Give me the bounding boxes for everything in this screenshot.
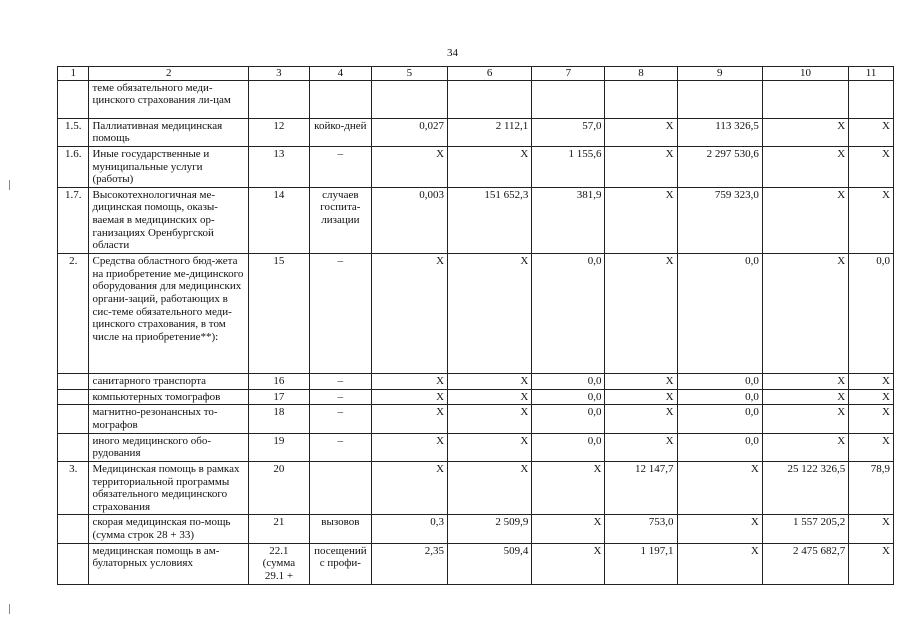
- cell-value: [532, 80, 605, 118]
- cell-value: X: [677, 461, 762, 515]
- column-number: 4: [309, 67, 371, 81]
- cell-value: X: [762, 118, 848, 146]
- cell-value: X: [532, 543, 605, 584]
- line-code: 15: [248, 254, 309, 374]
- cell-value: 151 652,3: [448, 187, 532, 253]
- table-row: [58, 80, 894, 118]
- cell-value: 2 509,9: [448, 515, 532, 543]
- line-code: 19: [248, 433, 309, 461]
- column-number: 3: [248, 67, 309, 81]
- line-code: 17: [248, 389, 309, 405]
- cell-value: 1 557 205,2: [762, 515, 848, 543]
- cell-value: 509,4: [448, 543, 532, 584]
- table-row: [58, 254, 894, 374]
- cell-value: X: [605, 187, 677, 253]
- cell-value: X: [849, 187, 894, 253]
- cell-value: 0,0: [849, 254, 894, 374]
- column-number: 11: [849, 67, 894, 81]
- cell-value: 2 112,1: [448, 118, 532, 146]
- row-number: 3.: [58, 461, 89, 515]
- cell-value: X: [849, 118, 894, 146]
- cell-value: 0,0: [532, 389, 605, 405]
- cell-value: X: [371, 433, 447, 461]
- table-row: [58, 515, 894, 543]
- cell-value: 12 147,7: [605, 461, 677, 515]
- column-number: 8: [605, 67, 677, 81]
- cell-value: X: [605, 254, 677, 374]
- cell-value: X: [371, 374, 447, 390]
- table-row: [58, 389, 894, 405]
- row-label: скорая медицинская по-мощь (сумма строк 28 + 33): [89, 515, 248, 543]
- cell-value: X: [605, 146, 677, 187]
- cell-value: 0,0: [677, 254, 762, 374]
- cell-value: 759 323,0: [677, 187, 762, 253]
- row-label: иного медицинского обо-рудования: [89, 433, 248, 461]
- line-code: 14: [248, 187, 309, 253]
- cell-value: 1 155,6: [532, 146, 605, 187]
- cell-value: 57,0: [532, 118, 605, 146]
- cell-value: X: [448, 146, 532, 187]
- cell-value: 381,9: [532, 187, 605, 253]
- table-row: [58, 405, 894, 433]
- cell-value: 0,003: [371, 187, 447, 253]
- unit: –: [309, 405, 371, 433]
- row-number: [58, 433, 89, 461]
- row-label: санитарного транспорта: [89, 374, 248, 390]
- cell-value: X: [849, 146, 894, 187]
- cell-value: 2,35: [371, 543, 447, 584]
- row-number: [58, 515, 89, 543]
- line-code: 20: [248, 461, 309, 515]
- column-number-row: [58, 67, 894, 81]
- cell-value: X: [849, 515, 894, 543]
- unit: –: [309, 433, 371, 461]
- line-code: 18: [248, 405, 309, 433]
- line-code: [248, 80, 309, 118]
- cell-value: X: [371, 254, 447, 374]
- row-label: Средства областного бюд-жета на приобретение ме-дицинского оборудования для медицинских органи-заций, работающих в сис-теме обязательного меди-цинского страхования, в том числе на приобретение**):: [89, 254, 248, 374]
- unit: [309, 461, 371, 515]
- column-number: 9: [677, 67, 762, 81]
- line-code: 12: [248, 118, 309, 146]
- cell-value: 0,0: [532, 405, 605, 433]
- table-row: [58, 374, 894, 390]
- cell-value: X: [448, 405, 532, 433]
- cell-value: [605, 80, 677, 118]
- cell-value: [849, 80, 894, 118]
- unit: посещений с профи-: [309, 543, 371, 584]
- cell-value: X: [371, 389, 447, 405]
- table-row: [58, 461, 894, 515]
- scan-mark: [9, 180, 10, 190]
- line-code: 21: [248, 515, 309, 543]
- column-number: 6: [448, 67, 532, 81]
- unit: вызовов: [309, 515, 371, 543]
- row-number: [58, 405, 89, 433]
- cell-value: X: [605, 405, 677, 433]
- cell-value: X: [849, 433, 894, 461]
- cell-value: X: [532, 461, 605, 515]
- page-number: 34: [447, 47, 458, 59]
- cell-value: X: [762, 405, 848, 433]
- cell-value: X: [605, 118, 677, 146]
- cell-value: 25 122 326,5: [762, 461, 848, 515]
- line-code: 13: [248, 146, 309, 187]
- cell-value: 0,0: [677, 389, 762, 405]
- cell-value: 0,027: [371, 118, 447, 146]
- cell-value: X: [371, 461, 447, 515]
- row-number: 1.5.: [58, 118, 89, 146]
- cell-value: X: [849, 543, 894, 584]
- cell-value: 0,3: [371, 515, 447, 543]
- cell-value: 113 326,5: [677, 118, 762, 146]
- cell-value: [677, 80, 762, 118]
- cell-value: X: [448, 433, 532, 461]
- scan-mark: [9, 604, 10, 614]
- cell-value: [448, 80, 532, 118]
- cell-value: 0,0: [532, 374, 605, 390]
- column-number: 2: [89, 67, 248, 81]
- cell-value: [762, 80, 848, 118]
- row-number: [58, 543, 89, 584]
- unit: –: [309, 389, 371, 405]
- budget-table: [57, 66, 894, 585]
- row-number: [58, 80, 89, 118]
- cell-value: X: [605, 389, 677, 405]
- column-number: 5: [371, 67, 447, 81]
- line-code: 16: [248, 374, 309, 390]
- cell-value: X: [762, 389, 848, 405]
- cell-value: X: [448, 461, 532, 515]
- cell-value: 2 475 682,7: [762, 543, 848, 584]
- cell-value: 0,0: [677, 433, 762, 461]
- unit: койко-дней: [309, 118, 371, 146]
- cell-value: 78,9: [849, 461, 894, 515]
- cell-value: X: [849, 405, 894, 433]
- line-code: 22.1 (сумма 29.1 +: [248, 543, 309, 584]
- row-label: Паллиативная медицинская помощь: [89, 118, 248, 146]
- cell-value: 0,0: [532, 254, 605, 374]
- cell-value: X: [605, 374, 677, 390]
- row-label: магнитно-резонансных то-мографов: [89, 405, 248, 433]
- cell-value: X: [532, 515, 605, 543]
- table-row: [58, 543, 894, 584]
- row-label: Высокотехнологичная ме-дицинская помощь, оказы-ваемая в медицинских ор-ганизациях Оренбургской области: [89, 187, 248, 253]
- cell-value: X: [849, 374, 894, 390]
- table-row: [58, 433, 894, 461]
- row-number: 1.6.: [58, 146, 89, 187]
- row-label: Иные государственные и муниципальные услуги (работы): [89, 146, 248, 187]
- row-number: [58, 389, 89, 405]
- cell-value: 1 197,1: [605, 543, 677, 584]
- cell-value: 0,0: [532, 433, 605, 461]
- cell-value: 0,0: [677, 374, 762, 390]
- column-number: 10: [762, 67, 848, 81]
- cell-value: X: [371, 405, 447, 433]
- cell-value: X: [762, 433, 848, 461]
- unit: случаев госпита-лизации: [309, 187, 371, 253]
- cell-value: X: [762, 374, 848, 390]
- table-row: [58, 146, 894, 187]
- cell-value: X: [371, 146, 447, 187]
- column-number: 7: [532, 67, 605, 81]
- column-number: 1: [58, 67, 89, 81]
- table-row: [58, 187, 894, 253]
- cell-value: 0,0: [677, 405, 762, 433]
- row-label: Медицинская помощь в рамках территориальной программы обязательного медицинского страхования: [89, 461, 248, 515]
- cell-value: X: [677, 515, 762, 543]
- cell-value: 2 297 530,6: [677, 146, 762, 187]
- cell-value: X: [605, 433, 677, 461]
- cell-value: X: [762, 187, 848, 253]
- unit: [309, 80, 371, 118]
- cell-value: X: [448, 254, 532, 374]
- row-label: компьютерных томографов: [89, 389, 248, 405]
- cell-value: [371, 80, 447, 118]
- row-number: [58, 374, 89, 390]
- cell-value: X: [677, 543, 762, 584]
- cell-value: X: [448, 374, 532, 390]
- unit: –: [309, 254, 371, 374]
- row-label: медицинская помощь в ам-булаторных условиях: [89, 543, 248, 584]
- cell-value: X: [448, 389, 532, 405]
- unit: –: [309, 374, 371, 390]
- unit: –: [309, 146, 371, 187]
- cell-value: X: [849, 389, 894, 405]
- row-label: теме обязательного меди-цинского страхования ли-цам: [89, 80, 248, 118]
- cell-value: X: [762, 146, 848, 187]
- row-number: 1.7.: [58, 187, 89, 253]
- row-number: 2.: [58, 254, 89, 374]
- cell-value: X: [762, 254, 848, 374]
- cell-value: 753,0: [605, 515, 677, 543]
- table-row: [58, 118, 894, 146]
